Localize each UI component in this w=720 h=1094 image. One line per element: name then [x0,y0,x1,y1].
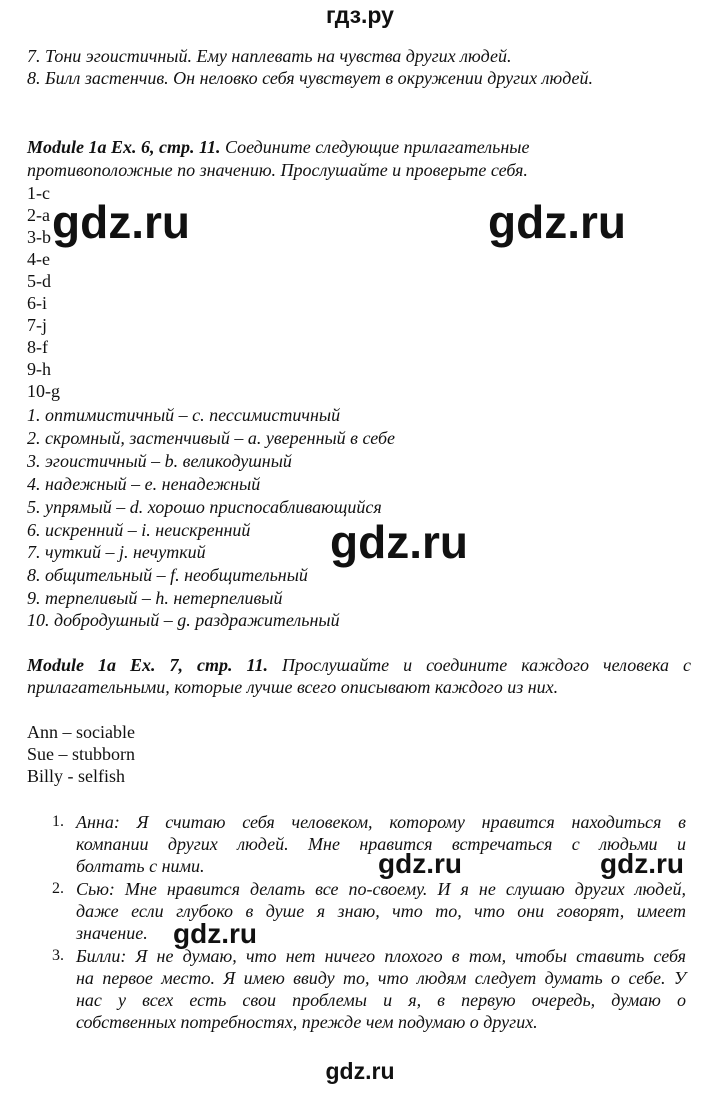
intro-line: 8. Билл застенчив. Он неловко себя чувствует в окружении других людей. [27,68,594,88]
watermark: gdz.ru [330,516,468,568]
watermark: gdz.ru [173,918,257,949]
ex7-item-number: 2. [52,880,64,897]
ex7-item-line: Анна: Я считаю себя человеком, которому нравится находиться в [76,812,686,832]
watermark: gdz.ru [52,196,190,248]
ex6-heading-rest: Соедините следующие прилагательные [225,137,530,157]
ex6-pair: 4. надежный – e. ненадежный [27,474,261,494]
ex6-pair: 9. терпеливый – h. нетерпеливый [27,588,283,608]
ex7-item-number: 3. [52,947,64,964]
ex6-answer: 1-c [27,183,50,203]
ex6-answer: 4-e [27,249,50,269]
ex6-heading-bold: Module 1a Ex. 6, стр. 11. [27,137,221,157]
ex7-answer: Sue – stubborn [27,744,135,764]
ex6-answer: 7-j [27,315,47,335]
ex6-pair: 8. общительный – f. необщительный [27,565,308,585]
watermark: gdz.ru [488,196,626,248]
ex6-answer: 9-h [27,359,51,379]
ex6-heading [27,136,529,158]
watermark: gdz.ru [378,848,462,879]
ex7-heading-rest: Прослушайте и соедините каждого человека с [281,655,691,675]
ex7-heading-line2: прилагательными, которые лучше всего описывают каждого из них. [27,677,559,697]
ex6-pair: 5. упрямый – d. хорошо приспосабливающийся [27,497,382,517]
ex7-heading-bold: Module 1a Ex. 7, стр. 11. [27,655,268,675]
ex6-pair: 7. чуткий – j. нечуткий [27,542,206,562]
ex7-heading [27,654,691,676]
ex6-heading-line2: противоположные по значению. Прослушайте и проверьте себя. [27,160,528,180]
ex6-answer: 8-f [27,337,48,357]
ex6-answer: 10-g [27,381,60,401]
ex6-pair: 1. оптимистичный – c. пессимистичный [27,405,341,425]
ex7-item-line: компании других людей. Мне нравится встречаться с людьми и [76,834,686,854]
ex7-answer: Ann – sociable [27,722,135,742]
ex7-item-line: болтать с ними. [76,856,205,876]
intro-line: 7. Тони эгоистичный. Ему наплевать на чувства других людей. [27,46,512,66]
ex6-answer: 2-a [27,205,50,225]
ex7-item-line: значение. [76,923,148,943]
ex7-item-line: собственных потребностях, прежде чем подумаю о других. [76,1012,538,1032]
watermark: gdz.ru [600,848,684,879]
ex7-item-line: нас у всех есть свои проблемы и я, в первую очередь, думаю о [76,990,686,1010]
ex7-item-line: Билли: Я не думаю, что нет ничего плохого в том, чтобы ставить себя [76,946,686,966]
ex6-pair: 6. искренний – i. неискренний [27,520,251,540]
ex7-answer: Billy - selfish [27,766,125,786]
ex6-pair: 2. скромный, застенчивый – a. уверенный в себе [27,428,396,448]
site-footer[interactable]: gdz.ru [325,1058,395,1084]
ex6-answer: 3-b [27,227,51,247]
ex7-item-line: Сью: Мне нравится делать все по-своему. И я не слушаю других людей, [76,879,686,899]
site-header[interactable]: гдз.ру [326,2,394,28]
ex6-pair: 10. добродушный – g. раздражительный [27,610,340,630]
ex6-answer: 5-d [27,271,51,291]
ex7-item-line: на первое место. Я имею ввиду то, что людям следует думать о себе. У [76,968,686,988]
ex6-answer: 6-i [27,293,47,313]
ex7-item-number: 1. [52,813,64,830]
ex7-item-line: даже если глубоко в душе я знаю, что то, что они говорят, имеет [76,901,686,921]
ex6-pair: 3. эгоистичный – b. великодушный [27,451,292,471]
